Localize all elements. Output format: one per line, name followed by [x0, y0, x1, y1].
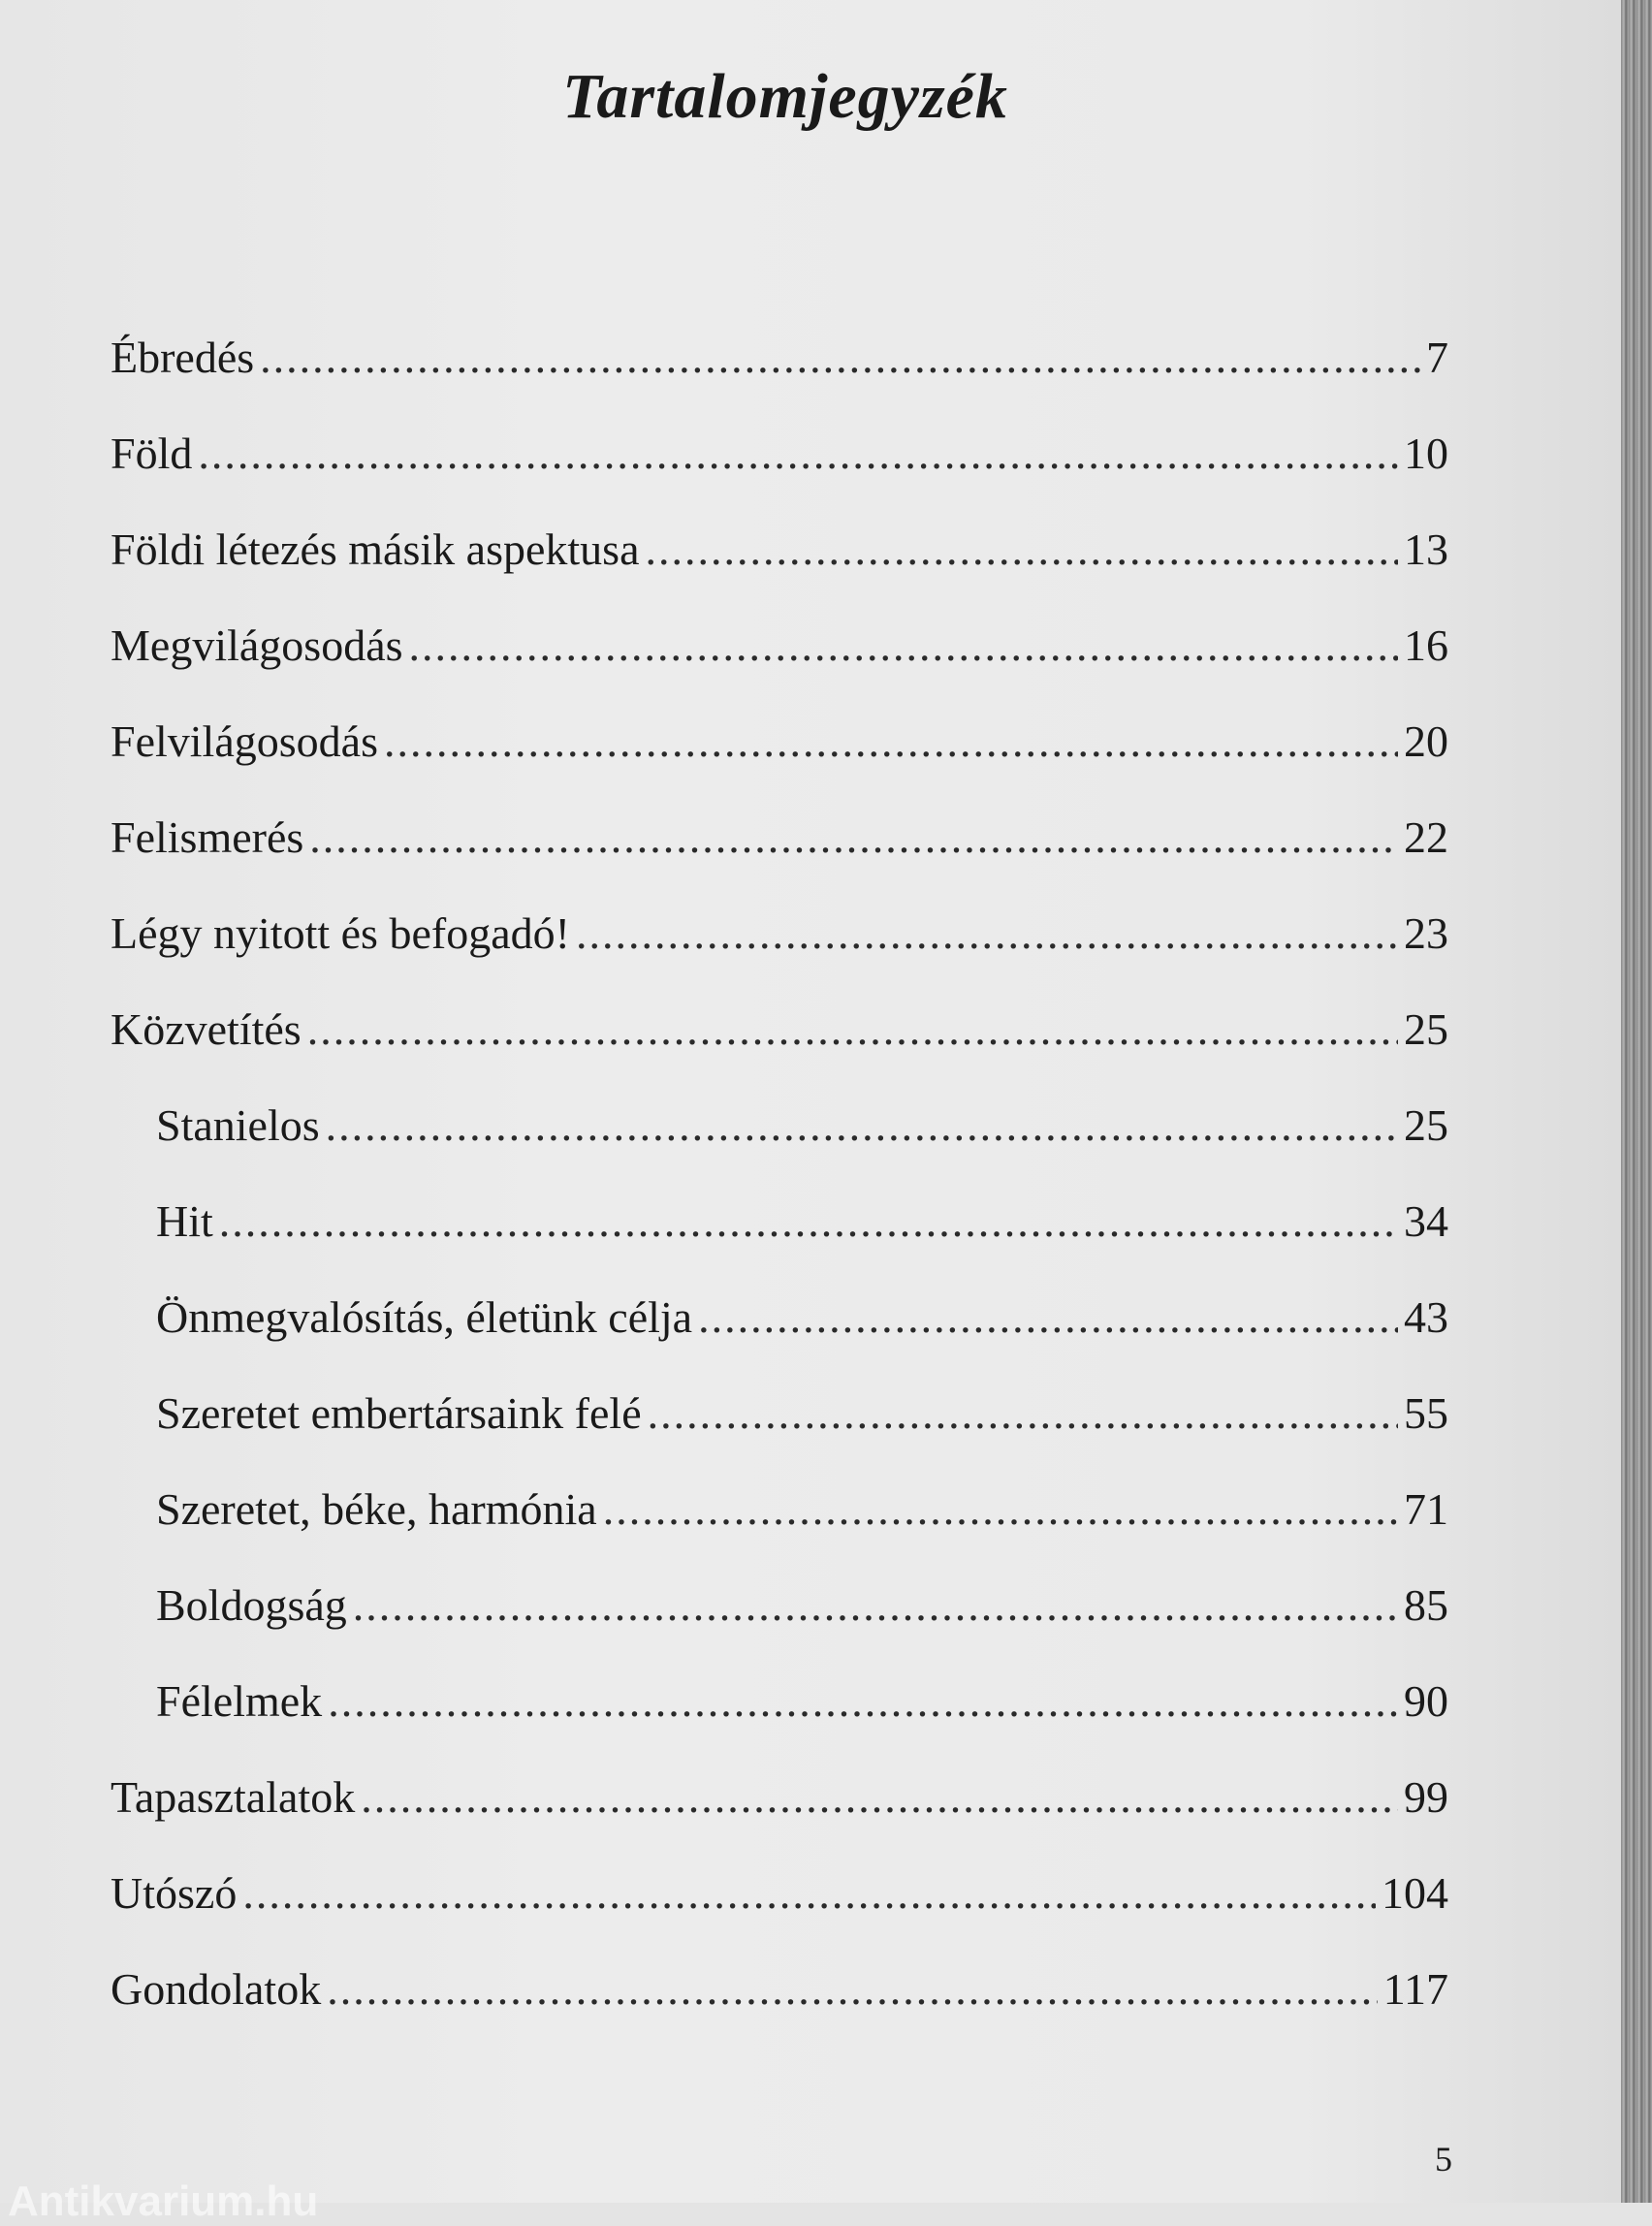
toc-entry-page: 71 — [1404, 1484, 1448, 1534]
toc-entry-label: Közvetítés — [111, 1004, 302, 1054]
toc-leader-dots — [698, 1291, 1398, 1343]
toc-entry-page: 10 — [1404, 429, 1448, 478]
toc-entry-label: Felvilágosodás — [111, 716, 378, 766]
toc-entry-page: 7 — [1426, 333, 1448, 382]
toc-entry-page: 23 — [1404, 908, 1448, 958]
toc-entry — [111, 428, 1448, 524]
toc-entry — [111, 811, 1448, 907]
toc-entry — [111, 1291, 1448, 1387]
toc-entry-label: Földi létezés másik aspektusa — [111, 525, 640, 574]
toc-entry — [111, 524, 1448, 620]
toc-entry — [111, 1579, 1448, 1675]
toc-leader-dots — [198, 428, 1398, 479]
toc-entry-page: 90 — [1404, 1676, 1448, 1726]
toc-entry-label: Föld — [111, 429, 193, 478]
toc-entry — [111, 716, 1448, 811]
toc-leader-dots — [327, 1963, 1378, 2015]
toc-entry-page: 104 — [1382, 1868, 1448, 1918]
toc-entry-page: 85 — [1404, 1580, 1448, 1630]
toc-entry — [111, 1003, 1448, 1099]
table-of-contents — [111, 332, 1448, 2059]
toc-entry-label: Tapasztalatok — [111, 1772, 356, 1822]
toc-leader-dots — [384, 716, 1398, 767]
toc-entry — [111, 1483, 1448, 1579]
toc-entry — [111, 620, 1448, 716]
toc-leader-dots — [576, 907, 1398, 959]
toc-entry-label: Stanielos — [156, 1100, 320, 1150]
toc-leader-dots — [648, 1387, 1398, 1439]
toc-entry-page: 99 — [1404, 1772, 1448, 1822]
toc-entry-label: Boldogság — [156, 1580, 347, 1630]
toc-leader-dots — [326, 1099, 1398, 1151]
toc-entry — [111, 1387, 1448, 1483]
toc-entry-label: Gondolatok — [111, 1964, 322, 2014]
toc-entry-label: Ébredés — [111, 333, 255, 382]
toc-entry-label: Utószó — [111, 1868, 238, 1918]
toc-leader-dots — [353, 1579, 1398, 1631]
toc-entry-page: 25 — [1404, 1004, 1448, 1054]
toc-entry — [111, 907, 1448, 1003]
page-title: Tartalomjegyzék — [562, 61, 1008, 132]
toc-entry-label: Félelmek — [156, 1676, 323, 1726]
toc-leader-dots — [309, 811, 1398, 863]
toc-leader-dots — [361, 1771, 1398, 1823]
page-number: 5 — [1435, 2140, 1452, 2178]
toc-leader-dots — [307, 1003, 1398, 1055]
toc-entry-page: 43 — [1404, 1292, 1448, 1342]
toc-leader-dots — [646, 524, 1399, 575]
toc-entry-page: 55 — [1404, 1388, 1448, 1438]
toc-entry-label: Önmegvalósítás, életünk célja — [156, 1292, 693, 1342]
toc-entry-page: 25 — [1404, 1100, 1448, 1150]
toc-entry — [111, 1195, 1448, 1291]
toc-entry-label: Légy nyitott és befogadó! — [111, 908, 570, 958]
page-edge — [1621, 0, 1652, 2203]
toc-entry — [111, 1771, 1448, 1867]
toc-entry — [111, 1675, 1448, 1771]
toc-entry-page: 13 — [1404, 525, 1448, 574]
toc-entry-page: 20 — [1404, 716, 1448, 766]
toc-leader-dots — [242, 1867, 1376, 1919]
toc-entry — [111, 1867, 1448, 1963]
toc-leader-dots — [409, 620, 1398, 671]
toc-leader-dots — [260, 332, 1420, 383]
toc-entry-page: 22 — [1404, 812, 1448, 862]
toc-entry — [111, 1099, 1448, 1195]
toc-leader-dots — [603, 1483, 1398, 1535]
toc-entry-page: 34 — [1404, 1196, 1448, 1246]
toc-entry-page: 117 — [1382, 1964, 1448, 2014]
toc-leader-dots — [219, 1195, 1398, 1247]
toc-leader-dots — [328, 1675, 1398, 1727]
toc-entry — [111, 332, 1448, 428]
toc-entry-label: Szeretet embertársaink felé — [156, 1388, 642, 1438]
toc-entry-label: Felismerés — [111, 812, 304, 862]
toc-entry-label: Hit — [156, 1196, 213, 1246]
toc-entry-label: Szeretet, béke, harmónia — [156, 1484, 597, 1534]
toc-entry-label: Megvilágosodás — [111, 620, 403, 670]
watermark: Antikvarium.hu — [8, 2178, 319, 2225]
toc-entry — [111, 1963, 1448, 2059]
toc-entry-page: 16 — [1404, 620, 1448, 670]
